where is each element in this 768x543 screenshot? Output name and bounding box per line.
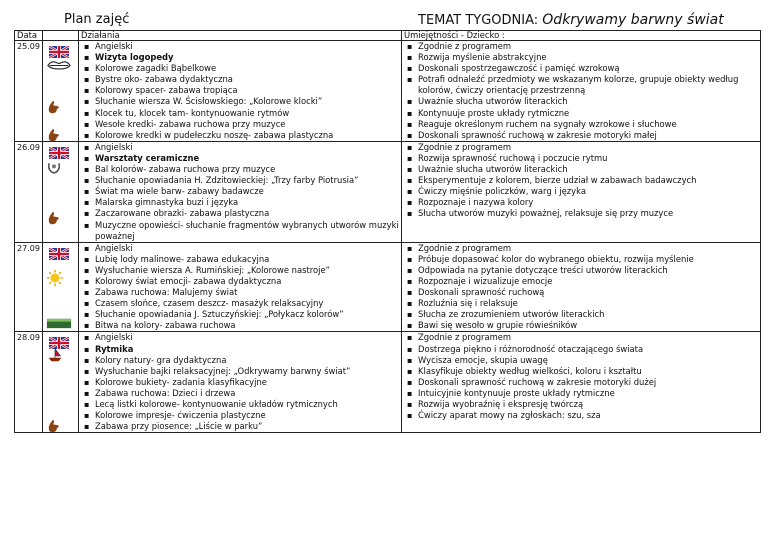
skill-item: ▪ Zgodnie z programem bbox=[418, 41, 760, 52]
activity-item: ▪ Kolorowy świat emocji- zabawa dydaktyczna bbox=[95, 276, 401, 287]
activity-item: ▪ Malarska gimnastyka buzi i języka bbox=[95, 197, 401, 208]
skill-item: ▪ Eksperymentuje z kolorem, bierze udział w zabawach badawczych bbox=[418, 175, 760, 186]
day-icons bbox=[43, 141, 79, 242]
day-row bbox=[15, 41, 761, 142]
day-row bbox=[15, 141, 761, 242]
day-activities bbox=[79, 141, 402, 242]
activity-item: ▪ Wysłuchanie bajki relaksacyjnej: „Odkrywamy barwny świat” bbox=[95, 366, 401, 377]
skill-item: ▪ Doskonali sprawność ruchową w zakresie motoryki dużej bbox=[418, 377, 760, 388]
activity-item: ▪ Słuchanie wiersza W. Ścisłowskiego: „Kolorowe klocki” bbox=[95, 96, 401, 107]
activities-column-header: Działania bbox=[79, 31, 402, 41]
plan-table bbox=[14, 30, 761, 433]
day-icons bbox=[43, 41, 79, 142]
activity-item: ▪ Kolory natury- gra dydaktyczna bbox=[95, 355, 401, 366]
activity-item: ▪ Lecą listki kolorowe- kontynuowanie układów rytmicznych bbox=[95, 399, 401, 410]
activity-item: ▪ Zabawa przy piosence: „Liście w parku” bbox=[95, 421, 401, 432]
skill-item: ▪ Uważnie słucha utworów literackich bbox=[418, 164, 760, 175]
activity-item: ▪ Kolorowe impresje- ćwiczenia plastyczne bbox=[95, 410, 401, 421]
day-icons bbox=[43, 242, 79, 332]
skill-item: ▪ Doskonali sprawność ruchową w zakresie motoryki małej bbox=[418, 130, 760, 141]
activity-item: ▪ Angielski bbox=[95, 243, 401, 254]
activity-item: ▪ Bitwa na kolory- zabawa ruchowa bbox=[95, 320, 401, 331]
flag-icon bbox=[49, 43, 69, 55]
activity-item: ▪ Wizyta logopedy bbox=[95, 52, 401, 63]
activity-item: ▪ Angielski bbox=[95, 41, 401, 52]
skill-item: ▪ Ćwiczy mięśnie policzków, warg i języka bbox=[418, 186, 760, 197]
ship-icon bbox=[46, 346, 74, 362]
hand-icon bbox=[46, 418, 74, 434]
date-column-header: Data bbox=[15, 31, 43, 41]
activity-item: ▪ Klocek tu, klocek tam- kontynuowanie rytmów bbox=[95, 108, 401, 119]
skill-item: ▪ Rozwija sprawność ruchową i poczucie rytmu bbox=[418, 153, 760, 164]
day-icons bbox=[43, 332, 79, 433]
clay-icon bbox=[46, 160, 74, 176]
skill-item: ▪ Rozwija myślenie abstrakcyjne bbox=[418, 52, 760, 63]
skill-item: ▪ Odpowiada na pytanie dotyczące treści utworów literackich bbox=[418, 265, 760, 276]
activity-item: ▪ Lubię lody malinowe- zabawa edukacyjna bbox=[95, 254, 401, 265]
activity-item: ▪ Słuchanie opowiadania H. Zdzitowieckiej: „Trzy farby Piotrusia” bbox=[95, 175, 401, 186]
activity-item: ▪ Zabawa ruchowa: Dzieci i drzewa bbox=[95, 388, 401, 399]
skill-item: ▪ Słucha utworów muzyki poważnej, relaksuje się przy muzyce bbox=[418, 208, 760, 219]
table-header-row bbox=[15, 31, 761, 41]
day-activities bbox=[79, 332, 402, 433]
flag-icon bbox=[49, 334, 69, 346]
skill-item: ▪ Zgodnie z programem bbox=[418, 142, 760, 153]
activity-item: ▪ Muzyczne opowieści- słuchanie fragmentów wybranych utworów muzyki poważnej bbox=[95, 220, 401, 242]
week-theme-header bbox=[418, 12, 724, 28]
book-icon bbox=[46, 315, 74, 331]
skill-item: ▪ Dostrzega piękno i różnorodność otaczającego świata bbox=[418, 344, 760, 355]
skill-item: ▪ Kontynuuje proste układy rytmiczne bbox=[418, 108, 760, 119]
skill-item: ▪ Intuicyjnie kontynuuje proste układy rytmiczne bbox=[418, 388, 760, 399]
hand-icon bbox=[46, 99, 74, 115]
skill-item: ▪ Uważnie słucha utworów literackich bbox=[418, 96, 760, 107]
hand-icon bbox=[46, 210, 74, 226]
skill-item: ▪ Doskonali spostrzegawczość i pamięć wzrokową bbox=[418, 63, 760, 74]
skill-item: ▪ Słucha ze zrozumieniem utworów literackich bbox=[418, 309, 760, 320]
skill-item: ▪ Zgodnie z programem bbox=[418, 243, 760, 254]
skill-item: ▪ Wycisza emocje, skupia uwagę bbox=[418, 355, 760, 366]
activity-item: ▪ Zabawa ruchowa: Malujemy świat bbox=[95, 287, 401, 298]
plan-title: Plan zajęć bbox=[64, 12, 130, 27]
day-skills bbox=[402, 41, 761, 142]
activity-item: ▪ Kolorowe zagadki Bąbelkowe bbox=[95, 63, 401, 74]
skill-item: ▪ Ćwiczy aparat mowy na zgłoskach: szu, sza bbox=[418, 410, 760, 421]
activity-item: ▪ Wysłuchanie wiersza A. Rumińskiej: „Kolorowe nastroje” bbox=[95, 265, 401, 276]
day-activities bbox=[79, 41, 402, 142]
lips-icon bbox=[46, 57, 74, 73]
activity-item: ▪ Czasem słońce, czasem deszcz- masażyk relaksacyjny bbox=[95, 298, 401, 309]
activity-item: ▪ Wesołe kredki- zabawa ruchowa przy muzyce bbox=[95, 119, 401, 130]
day-date: 28.09 bbox=[15, 332, 43, 433]
day-row bbox=[15, 242, 761, 332]
day-date: 26.09 bbox=[15, 141, 43, 242]
skill-item: ▪ Reaguje określonym ruchem na sygnały wzrokowe i słuchowe bbox=[418, 119, 760, 130]
day-skills bbox=[402, 242, 761, 332]
activity-item: ▪ Zaczarowane obrazki- zabawa plastyczna bbox=[95, 208, 401, 219]
activity-item: ▪ Bal kolorów- zabawa ruchowa przy muzyce bbox=[95, 164, 401, 175]
skill-item: ▪ Rozpoznaje i nazywa kolory bbox=[418, 197, 760, 208]
flag-icon bbox=[49, 245, 69, 257]
activity-item: ▪ Kolorowe kredki w pudełeczku noszę- zabawa plastyczna bbox=[95, 130, 401, 141]
skills-column-header: Umiejętności - Dziecko : bbox=[402, 31, 761, 41]
day-skills bbox=[402, 141, 761, 242]
theme-title: Odkrywamy barwny świat bbox=[542, 12, 724, 28]
activity-item: ▪ Słuchanie opowiadania J. Sztuczyńskiej: „Połykacz kolorów” bbox=[95, 309, 401, 320]
sun-icon bbox=[46, 269, 74, 285]
day-date: 25.09 bbox=[15, 41, 43, 142]
day-date: 27.09 bbox=[15, 242, 43, 332]
skill-item: ▪ Klasyfikuje obiekty według wielkości, koloru i kształtu bbox=[418, 366, 760, 377]
skill-item: ▪ Próbuje dopasować kolor do wybranego obiektu, rozwija myślenie bbox=[418, 254, 760, 265]
skill-item: ▪ Doskonali sprawność ruchową bbox=[418, 287, 760, 298]
theme-label: TEMAT TYGODNIA: bbox=[418, 13, 539, 28]
activity-item: ▪ Warsztaty ceramiczne bbox=[95, 153, 401, 164]
activity-item: ▪ Kolorowy spacer- zabawa tropiąca bbox=[95, 85, 401, 96]
activity-item: ▪ Angielski bbox=[95, 142, 401, 153]
day-activities bbox=[79, 242, 402, 332]
day-skills bbox=[402, 332, 761, 433]
activity-item: ▪ Kolorowe bukiety- zadania klasyfikacyjne bbox=[95, 377, 401, 388]
skill-item: ▪ Rozluźnia się i relaksuje bbox=[418, 298, 760, 309]
activity-item: ▪ Angielski bbox=[95, 332, 401, 343]
activity-item: ▪ Bystre oko- zabawa dydaktyczna bbox=[95, 74, 401, 85]
skill-item: ▪ Bawi się wesoło w grupie rówieśników bbox=[418, 320, 760, 331]
icon-column-header bbox=[43, 31, 79, 41]
flag-icon bbox=[49, 144, 69, 156]
skill-item: ▪ Zgodnie z programem bbox=[418, 332, 760, 343]
day-row bbox=[15, 332, 761, 433]
skill-item: ▪ Rozwija wyobraźnię i ekspresję twórczą bbox=[418, 399, 760, 410]
activity-item: ▪ Rytmika bbox=[95, 344, 401, 355]
skill-item: ▪ Rozpoznaje i wizualizuje emocje bbox=[418, 276, 760, 287]
activity-item: ▪ Świat ma wiele barw- zabawy badawcze bbox=[95, 186, 401, 197]
skill-item: ▪ Potrafi odnaleźć przedmioty we wskazanym kolorze, grupuje obiekty według kolorów, ćwiczy orientację przestrzenną bbox=[418, 74, 760, 96]
